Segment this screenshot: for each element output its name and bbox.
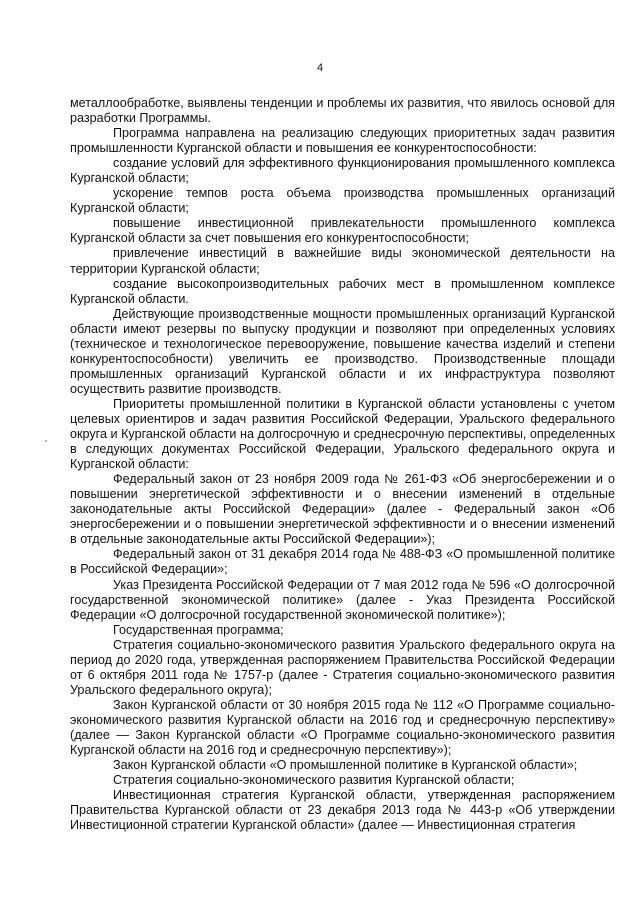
paragraph: создание высокопроизводительных рабочих мест в промышленном комплексе Курганской области. bbox=[70, 276, 615, 306]
paragraph: Приоритеты промышленной политики в Курганской области установлены с учетом целевых ориентиров и задач развития Российской Федерации, Уральского федерального округа и Курганской области на долгосрочную и среднесрочную перспективы, определенных в следующих документах Российской Федерации, Уральского федерального округа и Курганской области: bbox=[70, 396, 615, 472]
paragraph: Действующие производственные мощности промышленных организаций Курганской области имеют резервы по выпуску продукции и позволяют при определенных условиях (техническое и технологическое перевооружение, повышение качества изделий и степени конкурентоспособности) увеличить ее производство. Производственные площади промышленных организаций Курганской области и их инфраструктура позволяют осуществить развитие производств. bbox=[70, 306, 615, 396]
paragraph: металлообработке, выявлены тенденции и проблемы их развития, что явилось основой для разработки Программы. bbox=[70, 96, 615, 126]
paragraph: Инвестиционная стратегия Курганской области, утвержденная распоряжением Правительства Курганской области от 23 декабря 2013 года № 443-р «Об утверждении Инвестиционной стратегии Курганской области» (далее — Инвестиционная стратегия bbox=[70, 788, 615, 833]
margin-mark bbox=[45, 440, 47, 442]
paragraph: Федеральный закон от 31 декабря 2014 года № 488-ФЗ «О промышленной политике в Российской Федерации»; bbox=[70, 547, 615, 577]
paragraph: ускорение темпов роста объема производства промышленных организаций Курганской области; bbox=[70, 186, 615, 216]
paragraph: Стратегия социально-экономического развития Курганской области; bbox=[113, 773, 515, 788]
paragraph: привлечение инвестиций в важнейшие виды экономической деятельности на территории Курганской области; bbox=[70, 246, 615, 276]
paragraph: повышение инвестиционной привлекательности промышленного комплекса Курганской области за счет повышения его конкурентоспособности; bbox=[70, 216, 615, 246]
paragraph: Программа направлена на реализацию следующих приоритетных задач развития промышленности Курганской области и повышения ее конкурентоспособности: bbox=[70, 126, 615, 156]
paragraph: Закон Курганской области «О промышленной политике в Курганской области»; bbox=[113, 758, 578, 773]
paragraph: Указ Президента Российской Федерации от 7 мая 2012 года № 596 «О долгосрочной государственной экономической политике» (далее - Указ Президента Российской Федерации «О долгосрочной государственной экономической политике»); bbox=[70, 577, 615, 622]
page-number: 4 bbox=[316, 62, 324, 74]
paragraph: создание условий для эффективного функционирования промышленного комплекса Курганской области; bbox=[70, 156, 615, 186]
document-body bbox=[70, 96, 615, 833]
paragraph: Закон Курганской области от 30 ноября 2015 года № 112 «О Программе социально-экономического развития Курганской области на 2016 год и среднесрочную перспективу» (далее — Закон Курганской области «О Программе социально-экономического развития Курганской области на 2016 год и среднесрочную перспективу»); bbox=[70, 697, 615, 758]
paragraph: Федеральный закон от 23 ноября 2009 года № 261-ФЗ «Об энергосбережении и о повышении энергетической эффективности и о внесении изменений в отдельные законодательные акты Российской Федерации» (далее - Федеральный закон «Об энергосбережении и о повышении энергетической эффективности и о внесении изменений в отдельные законодательные акты Российской Федерации»); bbox=[70, 472, 615, 547]
paragraph: Стратегия социально-экономического развития Уральского федерального округа на период до 2020 года, утвержденная распоряжением Правительства Российской Федерации от 6 октября 2011 года № 1757-р (далее - Стратегия социально-экономического развития Уральского федерального округа); bbox=[70, 637, 615, 697]
paragraph: Государственная программа; bbox=[113, 622, 284, 637]
